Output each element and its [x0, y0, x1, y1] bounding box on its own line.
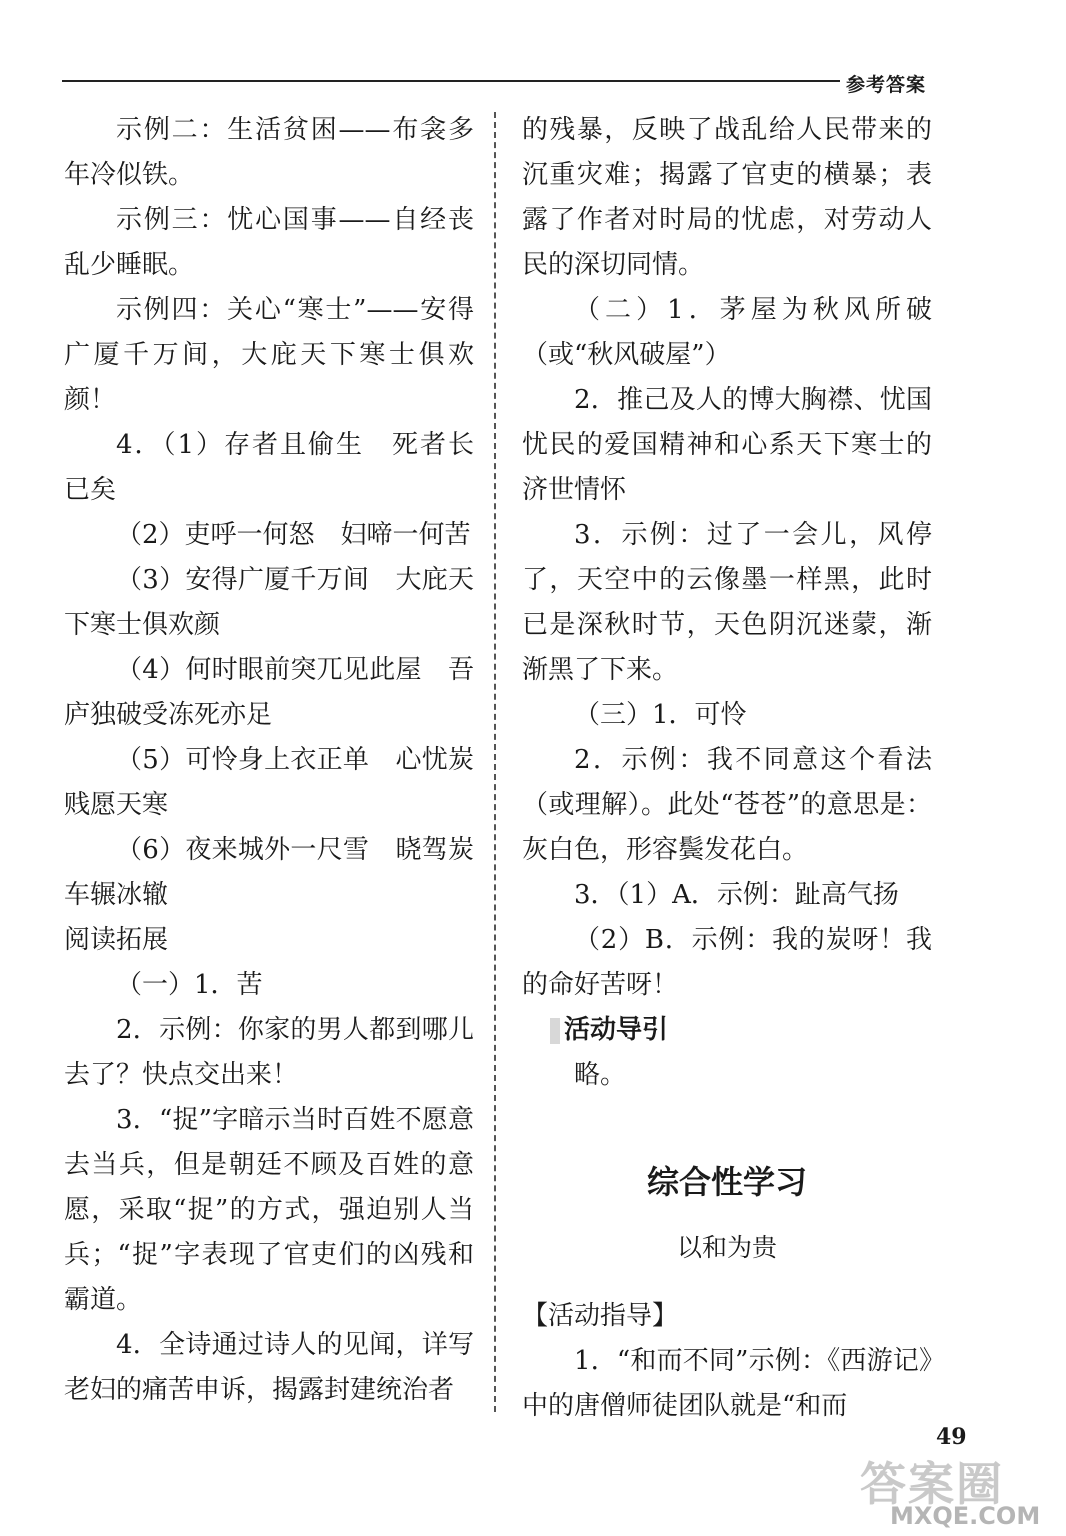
paragraph: 3．（1）A．示例：趾高气扬: [574, 880, 899, 910]
right-column: [522, 108, 932, 1429]
paragraph: （6）夜来城外一尺雪 晓驾炭车辗冰辙: [64, 835, 474, 910]
paragraph: （2）吏呼一何怒 妇啼一何苦: [116, 520, 471, 550]
paragraph: （2）B．示例：我的炭呀！我的命好苦呀！: [522, 925, 932, 1000]
section-title: 综合性学习: [646, 1163, 807, 1201]
column-divider: [494, 112, 496, 1412]
paragraph: 示例二：生活贫困——布衾多年冷似铁。: [64, 115, 474, 190]
paragraph: 3．示例：过了一会儿，风停了，天空中的云像墨一样黑，此时已是深秋时节，天色阴沉迷蒙，渐渐黑了下来。: [522, 520, 932, 685]
paragraph: （5）可怜身上衣正单 心忧炭贱愿天寒: [64, 745, 474, 820]
paragraph: 1．“和而不同”示例：《西游记》中的唐僧师徒团队就是“和而: [522, 1346, 932, 1421]
section-label-reading: 阅读拓展: [64, 925, 169, 955]
paragraph: 4．全诗通过诗人的见闻，详写老妇的痛苦申诉，揭露封建统治者: [64, 1330, 474, 1405]
watermark-url: MXQE.COM: [890, 1502, 1041, 1530]
left-column: [64, 108, 474, 1413]
paragraph: 2．推己及人的博大胸襟、忧国忧民的爱国精神和心系天下寒士的济世情怀: [522, 385, 932, 505]
header-rule: [62, 80, 840, 82]
paragraph: 示例三：忧心国事——自经丧乱少睡眠。: [64, 205, 474, 280]
page-number: 49: [936, 1424, 967, 1450]
paragraph: 2．示例：我不同意这个看法（或理解）。此处“苍苍”的意思是：灰白色，形容鬓发花白。: [522, 745, 932, 865]
paragraph: （二）1．茅屋为秋风所破（或“秋风破屋”）: [522, 295, 932, 370]
paragraph: 示例四：关心“寒士”——安得广厦千万间，大庇天下寒士俱欢颜！: [64, 295, 474, 415]
watermark-main: 答案圈: [860, 1457, 1004, 1511]
paragraph: （三）1．可怜: [574, 700, 747, 730]
paragraph: 4．（1）存者且偷生 死者长已矣: [64, 430, 474, 505]
paragraph: 的残暴，反映了战乱给人民带来的沉重灾难；揭露了官吏的横暴；表露了作者对时局的忧虑，对劳动人民的深切同情。: [522, 115, 932, 280]
paragraph: （3）安得广厦千万间 大庇天下寒士俱欢颜: [64, 565, 474, 640]
paragraph: （一）1．苦: [116, 970, 263, 1000]
paragraph: 2．示例：你家的男人都到哪儿去了？快点交出来！: [64, 1015, 474, 1090]
activity-text: 略。: [574, 1060, 627, 1090]
paragraph: （4）何时眼前突兀见此屋 吾庐独破受冻死亦足: [64, 655, 474, 730]
activity-heading-text: 活动导引: [564, 1015, 669, 1045]
paragraph: 3．“捉”字暗示当时百姓不愿意去当兵，但是朝廷不顾及百姓的意愿，采取“捉”的方式，强迫别人当兵；“捉”字表现了官吏们的凶残和霸道。: [64, 1105, 474, 1315]
sub-title: 以和为贵: [676, 1233, 777, 1262]
watermark-logo: [860, 1448, 1060, 1532]
guide-heading: 【活动指导】: [522, 1301, 679, 1331]
header-label: 参考答案: [846, 74, 927, 96]
heading-marker-icon: [550, 1018, 560, 1044]
activity-heading: [522, 1008, 932, 1053]
